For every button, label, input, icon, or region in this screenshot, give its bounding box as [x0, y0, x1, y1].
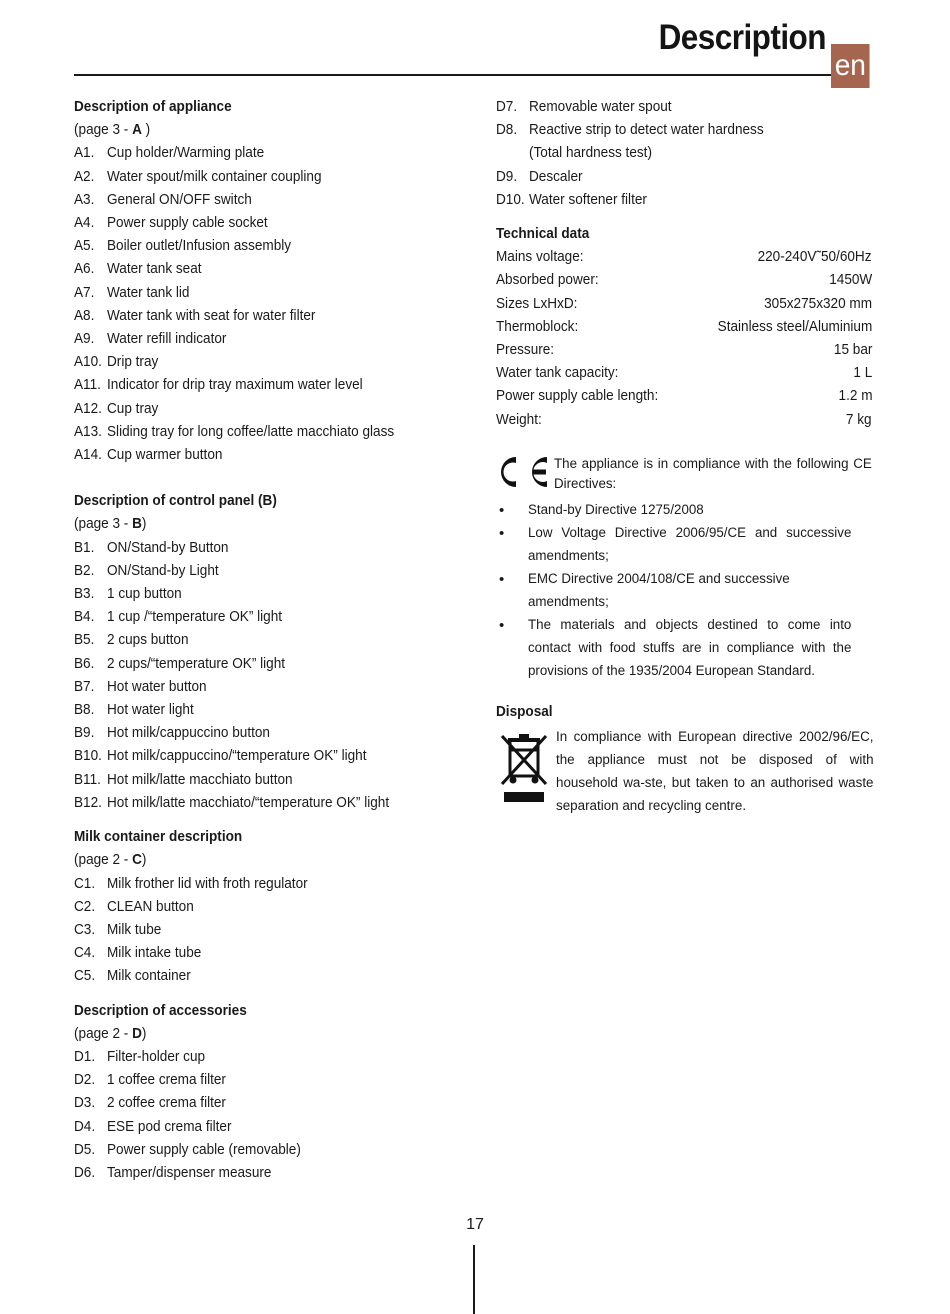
table-row — [496, 409, 872, 432]
language-badge: en — [831, 44, 870, 88]
item-label: A7. — [74, 284, 95, 301]
item-label: B4. — [74, 609, 95, 626]
item-label: D10. — [496, 191, 525, 208]
tech-key: Mains voltage: — [496, 249, 584, 266]
item-label: D8. — [496, 122, 518, 139]
item-text: 2 cups button — [107, 632, 189, 649]
page-header — [74, 18, 872, 90]
list-item — [74, 942, 474, 965]
list-item — [74, 1162, 474, 1185]
item-text: Hot water button — [107, 678, 207, 695]
left-column — [74, 96, 474, 1185]
bullet-icon: • — [499, 501, 505, 519]
item-label: A9. — [74, 331, 95, 348]
list-item — [74, 653, 474, 676]
list-item — [74, 282, 474, 305]
item-text: 2 cups/“temperature OK” light — [107, 655, 286, 672]
table-row — [496, 339, 872, 362]
list-item — [74, 1046, 474, 1069]
list-item — [74, 351, 474, 374]
item-label — [496, 142, 527, 165]
item-text: Filter-holder cup — [107, 1048, 206, 1065]
item-text: Reactive strip to detect water hardness — [529, 122, 764, 139]
section-heading-disposal: Disposal — [496, 703, 553, 720]
table-row — [496, 246, 872, 269]
item-text: Hot water light — [107, 702, 194, 719]
section-subheading — [74, 1023, 446, 1046]
section-accessories — [74, 1000, 474, 1186]
list-item — [74, 1116, 474, 1139]
item-label: D6. — [74, 1164, 96, 1181]
table-row — [496, 269, 872, 292]
list-item — [74, 873, 474, 896]
section-spacer — [496, 212, 872, 223]
ce-mark-icon — [496, 452, 552, 492]
item-label: A13. — [74, 423, 102, 440]
item-label: B6. — [74, 655, 95, 672]
list-item — [496, 568, 872, 614]
section-heading: Description of control panel (B) — [74, 493, 277, 510]
list-item — [74, 212, 474, 235]
disposal-text: In compliance with European directive 2002/96/EC, the appliance must not be disposed of with household wa-ste, but taken to an authorised waste separation and recycling centre. — [556, 729, 874, 815]
section-spacer — [74, 815, 474, 826]
page-number: 17 — [466, 1216, 484, 1233]
table-row — [496, 293, 872, 316]
list-item — [74, 560, 474, 583]
tech-value: 1.2 m — [838, 388, 872, 405]
item-text: (Total hardness test) — [529, 145, 652, 162]
section-ce-compliance — [496, 454, 872, 683]
item-label: D4. — [74, 1118, 96, 1135]
list-item — [74, 606, 474, 629]
subheading-prefix: (page 2 - — [74, 852, 133, 869]
page-title: Description — [658, 18, 826, 57]
section-accessories-continued — [496, 96, 872, 212]
tech-key: Sizes LxHxD: — [496, 295, 578, 312]
list-item — [74, 699, 474, 722]
item-text: Boiler outlet/Infusion assembly — [107, 238, 292, 255]
item-label: C2. — [74, 898, 96, 915]
subheading-prefix: (page 3 - — [74, 122, 133, 139]
item-label: A5. — [74, 238, 95, 255]
subheading-ref: D — [132, 1025, 142, 1042]
list-item — [74, 1092, 474, 1115]
item-label: B8. — [74, 702, 95, 719]
section-subheading — [74, 849, 446, 872]
item-text: ON/Stand-by Light — [107, 562, 219, 579]
subheading-suffix: ) — [141, 852, 147, 869]
list-item — [74, 398, 474, 421]
item-label: B12. — [74, 794, 102, 811]
item-label: B5. — [74, 632, 95, 649]
item-text: Power supply cable socket — [107, 215, 268, 232]
bullet-text: Stand-by Directive 1275/2008 — [528, 501, 704, 518]
subheading-prefix: (page 2 - — [74, 1025, 133, 1042]
item-text: Power supply cable (removable) — [107, 1141, 301, 1158]
item-text: Water softener filter — [529, 191, 647, 208]
table-row — [496, 385, 872, 408]
item-label: A4. — [74, 215, 95, 232]
item-text: ON/Stand-by Button — [107, 539, 229, 556]
list-item — [74, 629, 474, 652]
section-technical-data — [496, 223, 872, 432]
item-label: C5. — [74, 968, 96, 985]
tech-key: Weight: — [496, 411, 542, 428]
list-item — [74, 769, 474, 792]
list-item — [74, 583, 474, 606]
list-item — [74, 444, 474, 467]
section-control-panel — [74, 490, 474, 815]
list-item — [496, 189, 872, 212]
bullet-text: Low Voltage Directive 2006/95/CE and successive amendments; — [528, 524, 852, 564]
list-item — [74, 1139, 474, 1162]
item-label: A2. — [74, 168, 95, 185]
list-item — [74, 189, 474, 212]
item-text: Hot milk/latte macchiato/“temperature OK” light — [107, 794, 390, 811]
list-item — [74, 1069, 474, 1092]
section-heading: Milk container description — [74, 829, 243, 846]
subheading-suffix: ) — [141, 122, 151, 139]
list-item — [74, 258, 474, 281]
item-text: Hot milk/cappuccino/“temperature OK” light — [107, 748, 367, 765]
list-item — [74, 792, 474, 815]
item-text: Water spout/milk container coupling — [107, 168, 322, 185]
item-text: Removable water spout — [529, 99, 672, 115]
item-label: B11. — [74, 771, 101, 788]
item-text: CLEAN button — [107, 898, 194, 915]
footer-divider — [473, 1245, 475, 1314]
item-text: Cup tray — [107, 400, 159, 417]
tech-value: 15 bar — [833, 342, 872, 359]
item-label: B2. — [74, 562, 95, 579]
subheading-suffix: ) — [141, 1025, 147, 1042]
weee-crossed-out-wheelie-bin-icon — [498, 728, 550, 808]
subheading-ref: C — [132, 852, 142, 869]
list-item-continuation — [496, 142, 872, 165]
section-heading: Description of accessories — [74, 1002, 247, 1019]
list-item — [74, 745, 474, 768]
list-item — [74, 537, 474, 560]
table-row — [496, 362, 872, 385]
list-item — [74, 166, 474, 189]
item-text: Tamper/dispenser measure — [107, 1164, 272, 1181]
item-label: A11. — [74, 377, 101, 394]
tech-value: 1 L — [853, 365, 872, 382]
tech-value: Stainless steel/Aluminium — [717, 318, 872, 335]
item-text: Water refill indicator — [107, 331, 227, 348]
item-text: 1 cup /“temperature OK” light — [107, 609, 283, 626]
list-item — [74, 142, 474, 165]
item-text: Cup holder/Warming plate — [107, 145, 265, 162]
item-text: Water tank seat — [107, 261, 202, 278]
item-label: A3. — [74, 191, 95, 208]
item-label: A1. — [74, 145, 95, 162]
item-text: Cup warmer button — [107, 447, 223, 464]
item-text: Indicator for drip tray maximum water level — [107, 377, 363, 394]
section-milk-container — [74, 826, 474, 988]
item-text: General ON/OFF switch — [107, 191, 252, 208]
list-item — [496, 119, 872, 142]
section-heading: Description of appliance — [74, 99, 232, 115]
item-label: D7. — [496, 99, 518, 115]
list-item — [74, 896, 474, 919]
list-item — [496, 614, 872, 683]
tech-value: 305x275x320 mm — [764, 295, 872, 312]
bullet-text: EMC Directive 2004/108/CE and successive amendments; — [528, 570, 790, 610]
tech-key: Power supply cable length: — [496, 388, 659, 405]
item-text: Sliding tray for long coffee/latte macchiato glass — [107, 423, 395, 440]
tech-value: 1450W — [828, 272, 872, 289]
item-text: Milk tube — [107, 921, 162, 938]
section-spacer — [74, 467, 474, 490]
item-label: A10. — [74, 354, 102, 371]
bullet-icon: • — [499, 616, 505, 634]
item-label: B9. — [74, 725, 95, 742]
list-item — [74, 305, 474, 328]
subheading-ref: A — [132, 122, 142, 139]
bullet-text: The materials and objects destined to come into contact with food stuffs are in compliance with the provisions of the 1935/2004 European Standard. — [528, 616, 852, 679]
list-item — [74, 676, 474, 699]
item-text: Milk frother lid with froth regulator — [107, 875, 308, 892]
list-item — [74, 722, 474, 745]
item-text: Milk container — [107, 968, 191, 985]
list-item — [74, 328, 474, 351]
item-label: A12. — [74, 400, 102, 417]
item-text: 1 cup button — [107, 586, 182, 603]
item-text: Milk intake tube — [107, 945, 202, 962]
item-text: Drip tray — [107, 354, 159, 371]
item-label: A8. — [74, 307, 95, 324]
tech-key: Water tank capacity: — [496, 365, 619, 382]
list-item — [496, 499, 872, 522]
tech-key: Thermoblock: — [496, 318, 579, 335]
item-label: D9. — [496, 168, 518, 185]
item-text: Hot milk/cappuccino button — [107, 725, 270, 742]
section-appliance — [74, 96, 474, 467]
tech-value: 7 kg — [846, 411, 872, 428]
section-spacer — [74, 989, 474, 1000]
section-subheading — [74, 119, 446, 142]
item-label: A6. — [74, 261, 95, 278]
item-label: D2. — [74, 1072, 96, 1089]
list-item — [496, 96, 872, 119]
bullet-icon: • — [499, 524, 505, 542]
tech-key: Absorbed power: — [496, 272, 599, 289]
item-label: B7. — [74, 678, 95, 695]
list-item — [496, 522, 872, 568]
section-disposal — [496, 726, 872, 818]
table-row — [496, 316, 872, 339]
list-item — [74, 421, 474, 444]
section-heading: Technical data — [496, 226, 590, 243]
subheading-suffix: ) — [141, 516, 147, 533]
item-text: Descaler — [529, 168, 583, 185]
list-item — [74, 374, 474, 397]
header-divider — [74, 74, 831, 76]
list-item — [74, 965, 474, 988]
item-label: D3. — [74, 1095, 96, 1112]
ce-bullet-list — [496, 499, 872, 683]
item-label: B10. — [74, 748, 102, 765]
list-item — [74, 235, 474, 258]
list-item — [496, 166, 872, 189]
item-label: D5. — [74, 1141, 96, 1158]
item-text: Water tank lid — [107, 284, 190, 301]
bullet-icon: • — [499, 570, 505, 588]
item-text: 2 coffee crema filter — [107, 1095, 226, 1112]
item-label: B1. — [74, 539, 95, 556]
right-column — [496, 96, 872, 818]
item-label: C4. — [74, 945, 96, 962]
tech-key: Pressure: — [496, 342, 555, 359]
item-label: B3. — [74, 586, 95, 603]
item-label: A14. — [74, 447, 102, 464]
list-item — [74, 919, 474, 942]
ce-intro-text: The appliance is in compliance with the following CE Directives: — [554, 455, 872, 492]
item-text: Water tank with seat for water filter — [107, 307, 316, 324]
item-label: D1. — [74, 1048, 96, 1065]
item-label: C3. — [74, 921, 96, 938]
item-label: C1. — [74, 875, 96, 892]
section-subheading — [74, 513, 446, 536]
subheading-ref: B — [132, 516, 142, 533]
tech-value: 220-240V˜50/60Hz — [758, 249, 872, 266]
item-text: Hot milk/latte macchiato button — [107, 771, 293, 788]
item-text: 1 coffee crema filter — [107, 1072, 226, 1089]
subheading-prefix: (page 3 - — [74, 516, 133, 533]
item-text: ESE pod crema filter — [107, 1118, 232, 1135]
